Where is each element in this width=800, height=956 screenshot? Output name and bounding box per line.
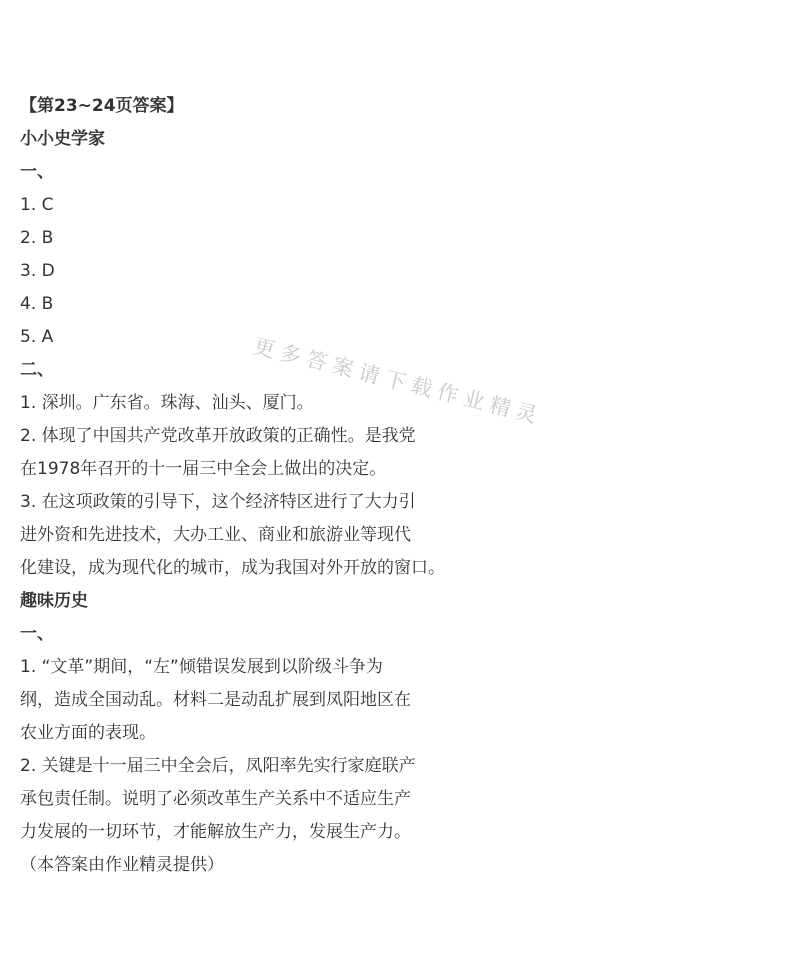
answer-line: 在1978年召开的十一届三中全会上做出的决定。 bbox=[20, 459, 387, 479]
answer-line: 化建设，成为现代化的城市，成为我国对外开放的窗口。 bbox=[20, 558, 445, 578]
answer-document bbox=[20, 90, 480, 882]
footer-note: （本答案由作业精灵提供） bbox=[20, 855, 224, 875]
section-heading-2: 趣味历史 bbox=[20, 591, 88, 611]
part-label-1: 一、 bbox=[20, 162, 54, 182]
answer-item: 4. B bbox=[20, 294, 54, 314]
answer-line: 农业方面的表现。 bbox=[20, 723, 156, 743]
answer-item: 3. D bbox=[20, 261, 55, 281]
part-label-3: 一、 bbox=[20, 624, 54, 644]
answer-line: 纲，造成全国动乱。材料二是动乱扩展到凤阳地区在 bbox=[20, 690, 411, 710]
answer-item: 5. A bbox=[20, 327, 54, 347]
answer-item: 1. C bbox=[20, 195, 54, 215]
watermark-text: 更多答案请下载作业精灵 bbox=[251, 333, 546, 430]
answer-line: 2. 关键是十一届三中全会后，凤阳率先实行家庭联产 bbox=[20, 756, 416, 776]
answer-line: 1. 深圳。广东省。珠海、汕头、厦门。 bbox=[20, 393, 314, 413]
answer-line: 1. “文革”期间，“左”倾错误发展到以阶级斗争为 bbox=[20, 657, 383, 677]
answer-line: 3. 在这项政策的引导下，这个经济特区进行了大力引 bbox=[20, 492, 416, 512]
answer-line: 2. 体现了中国共产党改革开放政策的正确性。是我党 bbox=[20, 426, 416, 446]
page-title: 【第23~24页答案】 bbox=[20, 96, 184, 116]
section-heading-1: 小小史学家 bbox=[20, 129, 105, 149]
answer-line: 进外资和先进技术，大办工业、商业和旅游业等现代 bbox=[20, 525, 411, 545]
answer-line: 承包责任制。说明了必须改革生产关系中不适应生产 bbox=[20, 789, 411, 809]
answer-line: 力发展的一切环节，才能解放生产力，发展生产力。 bbox=[20, 822, 411, 842]
part-label-2: 二、 bbox=[20, 360, 54, 380]
answer-item: 2. B bbox=[20, 228, 54, 248]
